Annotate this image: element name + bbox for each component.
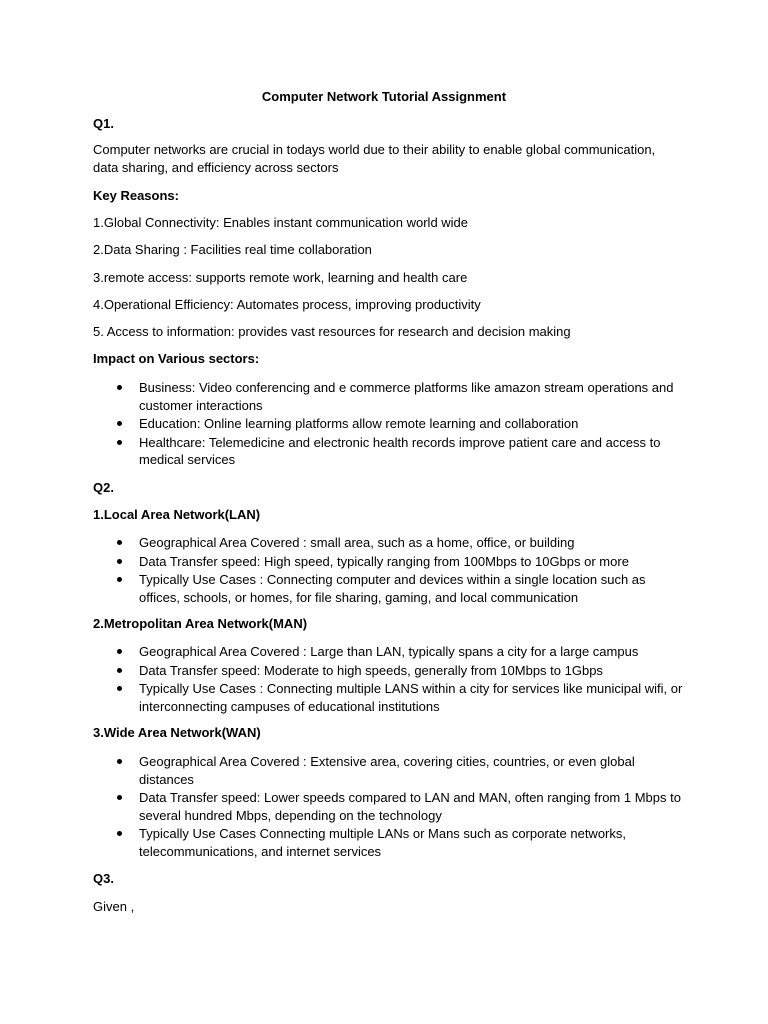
q1-label: Q1. [93,116,114,131]
bullet-icon [117,649,122,654]
bullet-icon [117,577,122,582]
list-item: Business: Video conferencing and e commerce platforms like amazon stream operations and customer interactions [93,379,683,414]
bullet-icon [117,385,122,390]
list-item: Data Transfer speed: High speed, typically ranging from 100Mbps to 10Gbps or more [93,553,683,571]
bullet-icon [117,686,122,691]
bullet-icon [117,540,122,545]
reason-item: 5. Access to information: provides vast resources for research and decision making [93,324,571,339]
list-item: Geographical Area Covered : small area, such as a home, office, or building [93,534,683,552]
key-reasons-heading: Key Reasons: [93,188,179,203]
list-item: Typically Use Cases Connecting multiple LANs or Mans such as corporate networks, telecommunications, and internet services [93,825,683,860]
bullet-icon [117,440,122,445]
q3-given: Given , [93,899,135,914]
list-item: Education: Online learning platforms allow remote learning and collaboration [93,415,683,433]
reason-item: 3.remote access: supports remote work, learning and health care [93,270,468,285]
reason-item: 4.Operational Efficiency: Automates process, improving productivity [93,297,481,312]
wan-heading: 3.Wide Area Network(WAN) [93,725,261,740]
bullet-icon [117,421,122,426]
list-item: Healthcare: Telemedicine and electronic health records improve patient care and access to medical services [93,434,683,469]
list-item: Data Transfer speed: Moderate to high speeds, generally from 10Mbps to 1Gbps [93,662,683,680]
wan-list [93,753,683,861]
man-list [93,643,683,716]
q1-intro: Computer networks are crucial in todays world due to their ability to enable global communication, data sharing, and efficiency across sectors [93,142,656,175]
bullet-icon [117,668,122,673]
lan-heading: 1.Local Area Network(LAN) [93,507,261,522]
q2-label: Q2. [93,480,114,495]
list-item: Typically Use Cases : Connecting computer and devices within a single location such as offices, schools, or homes, for file sharing, gaming, and local communication [93,571,683,606]
bullet-icon [117,759,122,764]
bullet-icon [117,831,122,836]
q3-label: Q3. [93,871,114,886]
bullet-icon [117,795,122,800]
list-item: Typically Use Cases : Connecting multiple LANS within a city for services like municipal wifi, or interconnecting campuses of educational institutions [93,680,683,715]
lan-list [93,534,683,607]
reason-item: 2.Data Sharing : Facilities real time collaboration [93,242,372,257]
list-item: Data Transfer speed: Lower speeds compared to LAN and MAN, often ranging from 1 Mbps to several hundred Mbps, depending on the technology [93,789,683,824]
document-title: Computer Network Tutorial Assignment [261,89,507,104]
bullet-icon [117,559,122,564]
impact-heading: Impact on Various sectors: [93,351,260,366]
reason-item: 1.Global Connectivity: Enables instant communication world wide [93,215,469,230]
man-heading: 2.Metropolitan Area Network(MAN) [93,616,308,631]
list-item: Geographical Area Covered : Large than LAN, typically spans a city for a large campus [93,643,683,661]
impact-list [93,379,683,470]
list-item: Geographical Area Covered : Extensive area, covering cities, countries, or even global distances [93,753,683,788]
